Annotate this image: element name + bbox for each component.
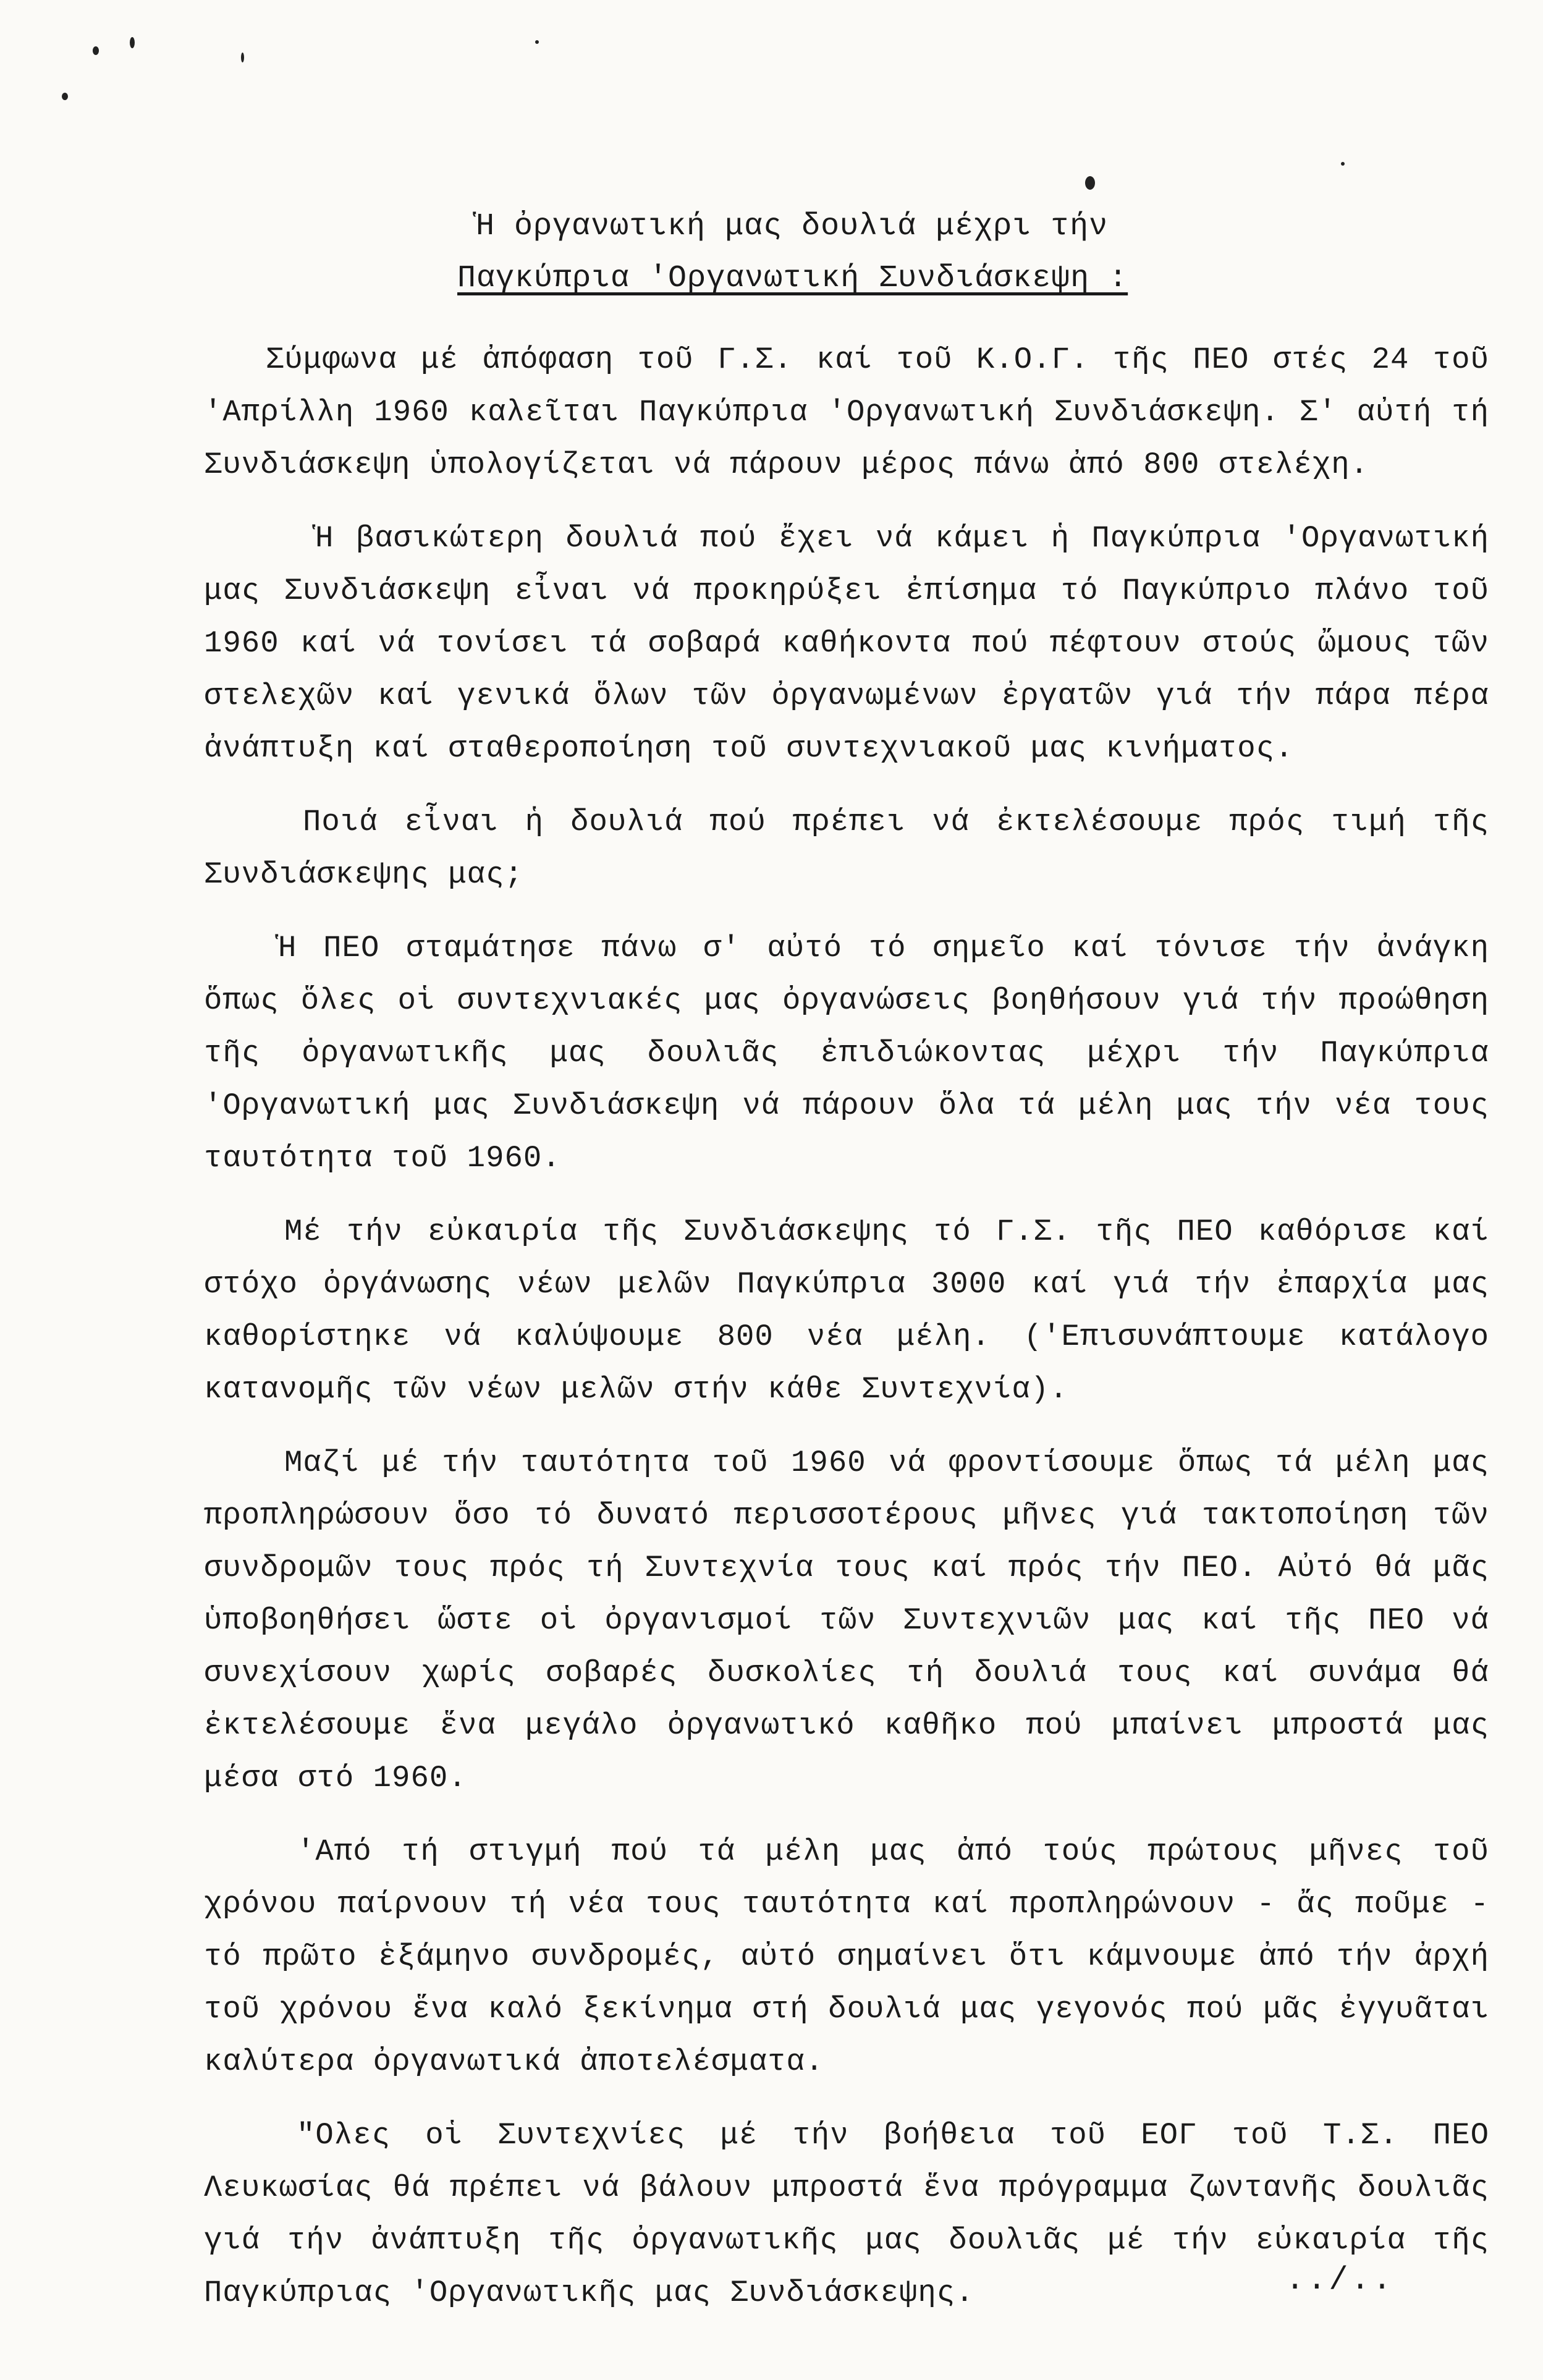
paragraph: Ποιά εἶναι ἡ δουλιά πού πρέπει νά ἐκτελέσουμε πρός τιμή τῆς Συνδιάσκεψης μας; [204,805,1489,892]
paragraph: Ἡ βασικώτερη δουλιά πού ἔχει νά κάμει ἡ Παγκύπρια 'Οργανωτική μας Συνδιάσκεψη εἶναι νά προκηρύξει ἐπίσημα τό Παγκύπριο πλάνο τοῦ 1960 καί νά τονίσει τά σοβαρά καθήκοντα πού πέφτουν στούς ὤμους τῶν στελεχῶν καί γενικά ὅλων τῶν ὀργανωμένων ἐργατῶν γιά τήν πάρα πέρα ἀνάπτυξη καί σταθεροποίηση τοῦ συντεχνιακοῦ μας κινήματος. [204,521,1489,766]
paragraph: 'Από τή στιγμή πού τά μέλη μας ἀπό τούς πρώτους μῆνες τοῦ χρόνου παίρνουν τή νέα τους ταυτότητα καί προπληρώνουν - ἄς ποῦμε - τό πρῶτο ἑξάμηνο συνδρομές, αὐτό σημαίνει ὅτι κάμνουμε ἀπό τήν ἀρχή τοῦ χρόνου ἕνα καλό ξεκίνημα στή δουλιά μας γεγονός πού μᾶς ἐγγυᾶται καλύτερα ὀργανωτικά ἀποτελέσματα. [204,1834,1489,2079]
paragraph: Σύμφωνα μέ ἀπόφαση τοῦ Γ.Σ. καί τοῦ Κ.Ο.Γ. τῆς ΠΕΟ στές 24 τοῦ 'Απρίλλη 1960 καλεῖται Παγκύπρια 'Οργανωτική Συνδιάσκεψη. Σ' αὐτή τή Συνδιάσκεψη ὑπολογίζεται νά πάρουν μέρος πάνω ἀπό 800 στελέχη. [204,342,1489,482]
scan-speck [62,93,68,100]
paragraph: Μέ τήν εὐκαιρία τῆς Συνδιάσκεψης τό Γ.Σ. τῆς ΠΕΟ καθόρισε καί στόχο ὀργάνωσης νέων μελῶν Παγκύπρια 3000 καί γιά τήν ἐπαρχία μας καθορίστηκε νά καλύψουμε 800 νέα μέλη. ('Επισυνάπτουμε κατάλογο κατανομῆς τῶν νέων μελῶν στήν κάθε Συντεχνία). [204,1214,1489,1407]
title-line-2: Παγκύπρια 'Οργανωτική Συνδιάσκεψη : [457,261,1128,296]
document-title [457,201,1199,305]
scan-speck [93,46,99,55]
document-body [204,334,1489,2340]
page-continuation-marker: ../.. [1285,2262,1395,2298]
scan-speck [241,53,244,62]
title-line-1: Ἡ ὀργανωτική μας δουλιά μέχρι τήν [476,209,1109,244]
scan-speck [130,37,135,48]
paragraph: Ἡ ΠΕΟ σταμάτησε πάνω σ' αὐτό τό σημεῖο καί τόνισε τήν ἀνάγκη ὅπως ὅλες οἱ συντεχνιακές μας ὀργανώσεις βοηθήσουν γιά τήν προώθηση τῆς ὀργανωτικῆς μας δουλιᾶς ἐπιδιώκοντας μέχρι τήν Παγκύπρια 'Οργανωτική μας Συνδιάσκεψη νά πάρουν ὅλα τά μέλη μας τήν νέα τους ταυτότητα τοῦ 1960. [204,931,1489,1175]
paragraph: Μαζί μέ τήν ταυτότητα τοῦ 1960 νά φροντίσουμε ὅπως τά μέλη μας προπληρώσουν ὅσο τό δυνατό περισσοτέρους μῆνες γιά τακτοποίηση τῶν συνδρομῶν τους πρός τή Συντεχνία τους καί πρός τήν ΠΕΟ. Αὐτό θά μᾶς ὑποβοηθήσει ὥστε οἱ ὀργανισμοί τῶν Συντεχνιῶν μας καί τῆς ΠΕΟ νά συνεχίσουν χωρίς σοβαρές δυσκολίες τή δουλιά τους καί συνάμα θά ἐκτελέσουμε ἕνα μεγάλο ὀργανωτικό καθῆκο πού μπαίνει μπροστά μας μέσα στό 1960. [204,1446,1489,1795]
scan-speck [1085,176,1095,190]
scan-speck [1341,162,1345,166]
scan-speck [535,40,539,44]
paragraph: "Ολες οἱ Συντεχνίες μέ τήν βοήθεια τοῦ ΕΟΓ τοῦ Τ.Σ. ΠΕΟ Λευκωσίας θά πρέπει νά βάλουν μπροστά ἕνα πρόγραμμα ζωντανῆς δουλιᾶς γιά τήν ἀνάπτυξη τῆς ὀργανωτικῆς μας δουλιᾶς μέ τήν εὐκαιρία τῆς Παγκύπριας 'Οργανωτικῆς μας Συνδιάσκεψης. [204,2118,1489,2310]
